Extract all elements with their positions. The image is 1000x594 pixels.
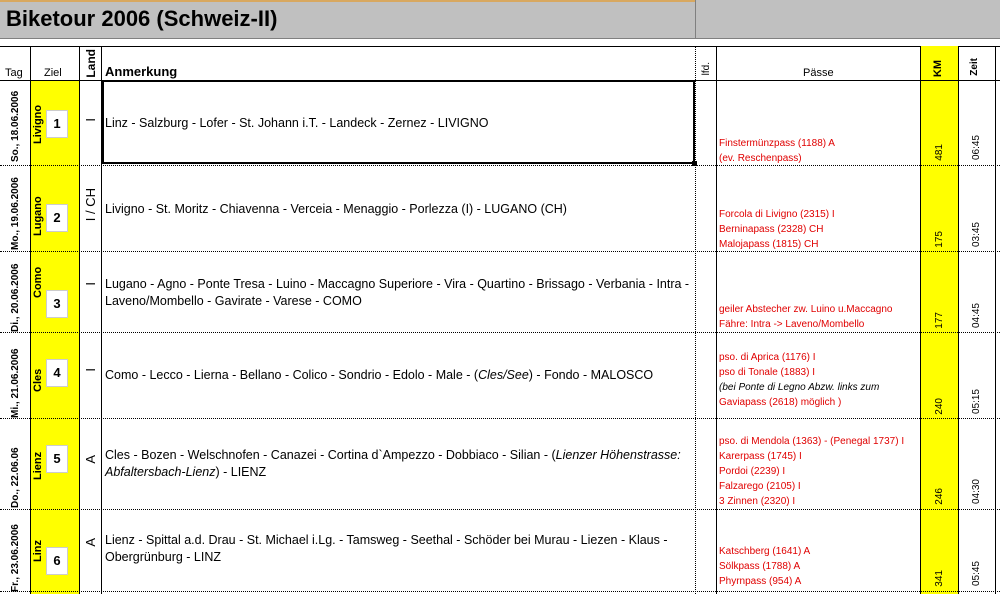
paesse-cell[interactable] [719, 350, 924, 410]
anmerkung-cell[interactable] [105, 367, 695, 384]
stage-number[interactable]: 6 [46, 547, 68, 575]
ziel-column-fill [31, 80, 79, 594]
pass-note-text: Gaviapass (2618) möglich ) [719, 397, 842, 408]
ziel-cell[interactable]: Cles [32, 368, 44, 392]
table-top-border [0, 46, 1000, 47]
paesse-cell[interactable] [719, 207, 924, 252]
pass-item: Fähre: Intra -> Laveno/Mombello [719, 319, 865, 330]
pass-item: pso. di Mendola (1363) - (Penegal 1737) I [719, 436, 905, 447]
note-italic: Cles/See [478, 368, 529, 382]
paesse-cell[interactable] [719, 434, 924, 509]
pass-item: (ev. Reschenpass) [719, 153, 802, 164]
anmerkung-cell[interactable]: Linz - Salzburg - Lofer - St. Johann i.T. - Landeck - Zernez - LIVIGNO [105, 116, 489, 130]
header-zeit: Zeit [969, 58, 980, 76]
anmerkung-cell[interactable]: Livigno - St. Moritz - Chiavenna - Verceia - Menaggio - Porlezza (I) - LUGANO (CH) [105, 202, 567, 216]
day-cell[interactable]: Mo., 19.06.2006 [10, 177, 21, 250]
col-line-km [958, 46, 959, 594]
pass-item: geiler Abstecher zw. Luino u.Maccagno [719, 304, 893, 315]
pass-item: Forcola di Livigno (2315) I [719, 209, 835, 220]
title-bar [0, 0, 1000, 38]
anmerkung-cell[interactable]: Lugano - Agno - Ponte Tresa - Luino - Maccagno Superiore - Vira - Quartino - Brissago - Verbania - Intra - Laveno/Mombello - Gavirate - Varese - COMO [105, 277, 690, 308]
row-separator [0, 332, 1000, 333]
km-cell[interactable]: 177 [934, 312, 945, 329]
title-top-line [0, 0, 695, 2]
note-text: Como - Lecco - Lierna - Bellano - Colico - Sondrio - Edolo - Male - ( [105, 368, 479, 382]
title-separator [695, 0, 696, 38]
paesse-cell[interactable] [719, 136, 924, 166]
stage-number[interactable]: 4 [46, 359, 68, 387]
stage-number[interactable]: 1 [46, 110, 68, 138]
ziel-cell[interactable]: Livigno [32, 104, 44, 144]
land-cell[interactable]: A [83, 455, 98, 464]
day-cell[interactable]: Fr., 23.06.2006 [10, 524, 21, 592]
zeit-cell[interactable]: 04:45 [971, 303, 982, 329]
col-line-ziel [79, 46, 80, 594]
km-cell[interactable]: 246 [934, 488, 945, 505]
land-cell[interactable]: I [83, 118, 98, 122]
header-km: KM [932, 60, 944, 78]
anmerkung-cell[interactable]: Lienz - Spittal a.d. Drau - St. Michael i.Lg. - Tamsweg - Seethal - Schöder bei Murau - Liezen - Klaus - Obergrünburg - LINZ [105, 533, 668, 564]
day-cell[interactable]: Di., 20.06.2006 [10, 263, 21, 332]
header-paesse: Pässe [803, 67, 834, 79]
note-text: ) - Fondo - MALOSCO [528, 368, 654, 382]
zeit-cell[interactable]: 05:15 [971, 389, 982, 415]
ziel-cell[interactable]: Linz [32, 540, 44, 562]
km-cell[interactable]: 481 [934, 144, 945, 161]
col-line-tag [30, 46, 31, 594]
col-line-lfd [716, 46, 717, 594]
ziel-cell[interactable]: Lugano [32, 196, 44, 236]
note-text: Cles - Bozen - Welschnofen - Canazei - Cortina d`Ampezzo - Dobbiaco - Silian - ( [105, 448, 556, 462]
fill-handle[interactable] [692, 161, 697, 166]
land-cell[interactable]: A [83, 538, 98, 547]
pass-item: Sölkpass (1788) A [719, 561, 801, 572]
ziel-cell[interactable]: Lienz [32, 451, 44, 480]
header-tag: Tag [5, 67, 23, 79]
pass-note [719, 395, 924, 410]
note-text: ) - LIENZ [215, 465, 267, 479]
pass-item: Katschberg (1641) A [719, 546, 811, 557]
land-cell[interactable]: I / CH [83, 188, 98, 222]
pass-item: pso di Tonale (1883) I [719, 367, 815, 378]
day-cell[interactable]: Do., 22.06.06 [10, 447, 21, 508]
row-separator [0, 509, 1000, 510]
header-ziel: Ziel [44, 67, 62, 79]
stage-number[interactable]: 3 [46, 290, 68, 318]
zeit-cell[interactable]: 04:30 [971, 479, 982, 505]
pass-item: Pordoi (2239) I [719, 466, 786, 477]
row-separator [0, 591, 1000, 592]
col-line-zeit [995, 46, 996, 594]
header-lfd: lfd. [701, 62, 712, 76]
pass-note-text: (bei Ponte di Legno Abzw. links zum [719, 382, 880, 393]
pass-item: Finstermünzpass (1188) A [719, 138, 835, 149]
stage-number[interactable]: 2 [46, 204, 68, 232]
ziel-cell[interactable]: Como [32, 266, 44, 298]
header-anmerkung: Anmerkung [105, 64, 178, 79]
land-cell[interactable]: I [83, 368, 98, 372]
paesse-cell[interactable] [719, 302, 924, 332]
pass-item: Falzarego (2105) I [719, 481, 801, 492]
land-cell[interactable]: I [83, 282, 98, 286]
row-separator [0, 418, 1000, 419]
day-cell[interactable]: Mi., 21.06.2006 [10, 348, 21, 418]
zeit-cell[interactable]: 03:45 [971, 222, 982, 248]
stage-number[interactable]: 5 [46, 445, 68, 473]
pass-item: Karerpass (1745) I [719, 451, 802, 462]
zeit-cell[interactable]: 05:45 [971, 561, 982, 587]
zeit-cell[interactable]: 06:45 [971, 135, 982, 161]
header-land: Land [84, 49, 98, 78]
pass-item: Berninapass (2328) CH [719, 224, 824, 235]
pass-note [719, 380, 924, 395]
header-divider [0, 38, 1000, 39]
km-cell[interactable]: 240 [934, 398, 945, 415]
pass-item: Phyrnpass (954) A [719, 576, 802, 587]
km-cell[interactable]: 175 [934, 231, 945, 248]
selected-cell-outline [102, 80, 695, 164]
km-cell[interactable]: 341 [934, 570, 945, 587]
pass-item: Malojapass (1815) CH [719, 239, 819, 250]
sheet-title: Biketour 2006 (Schweiz-II) [6, 6, 278, 31]
col-line-anmerkung [695, 46, 696, 594]
anmerkung-cell[interactable] [105, 447, 695, 481]
pass-item: 3 Zinnen (2320) I [719, 496, 796, 507]
note-italic: Lienzer Höhenstrasse: Abfaltersbach-Lienz [105, 448, 681, 479]
day-cell[interactable]: So., 18.06.2006 [10, 90, 21, 162]
paesse-cell[interactable] [719, 544, 924, 589]
pass-item: pso. di Aprica (1176) I [719, 352, 816, 363]
